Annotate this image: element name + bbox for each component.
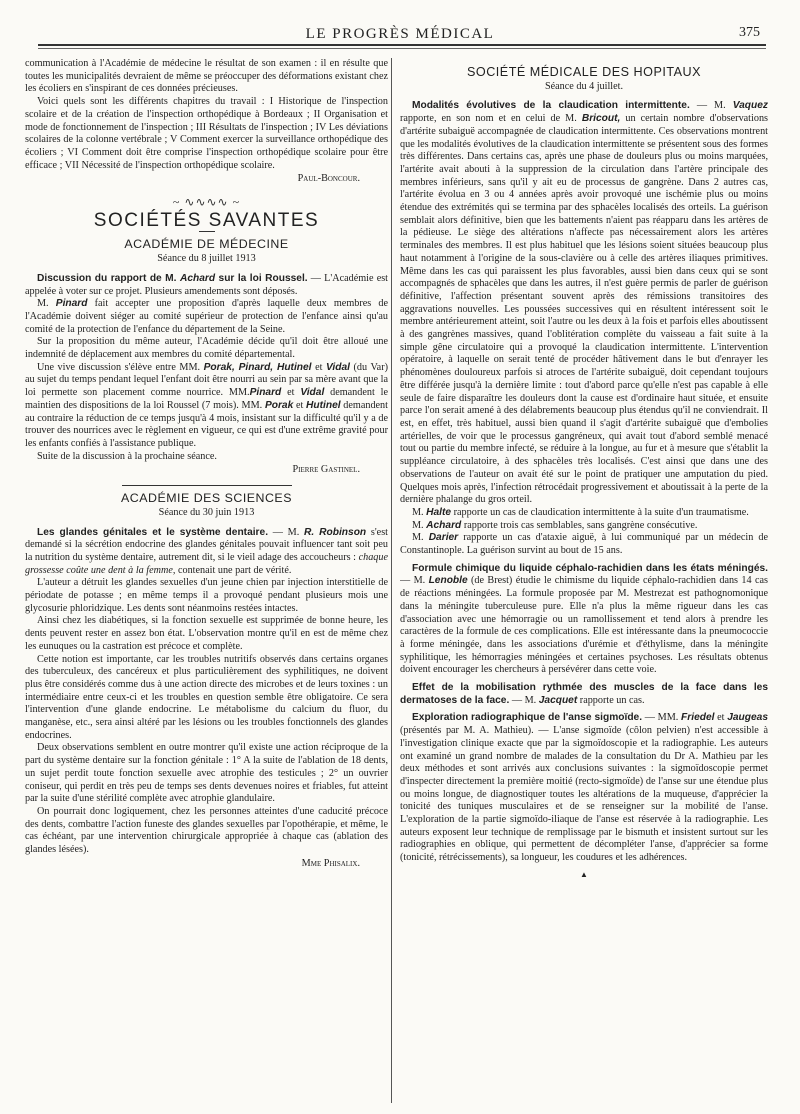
academie-medecine-heading: ACADÉMIE DE MÉDECINE	[124, 237, 289, 252]
acad-sci-paragraph-2: L'auteur a détruit les glandes sexuelles d'un jeune chien par injection interstitielle de périodate de potasse ; en même temps il a provoqué pendant plusieurs mois une glycosurie phloridzique. Les dents sont néanmoins restées intactes.	[25, 577, 388, 614]
acad-med-paragraph-2: M. Pinard fait accepter une proposition d'après laquelle deux membres de l'Académie doivent siéger au comité supérieur de protection de l'enfance ainsi qu'au comité de la protection de l'enfance du département de la Seine.	[25, 298, 388, 335]
acad-sci-paragraph-5: Deux observations semblent en outre montrer qu'il existe une action réciproque de la part du système dentaire sur la fonction génitale : 1° A la suite de l'ablation de 18 dents, un sujet perdit toute fonction sexuelle avec atrophie des testicules ; 2° un ouvrier coniseur, qui perdit en très peu de temps ses dents devenues noires et friables, fut atteint par la suite d'une stérilité complète avec atrophie glandulaire.	[25, 742, 388, 805]
academie-sciences-seance: Séance du 30 juin 1913	[158, 506, 255, 518]
acad-sci-signature: Mme Phisalix.	[301, 857, 360, 869]
intro-paragraph-2: Voici quels sont les différents chapitres du travail : I Historique de l'inspection scolaire et de la création de l'inspection orthopédique à Bordeaux ; II Organisation et mode de fonctionnement de l'inspection ; III Résultats de l'inspection ; IV Les déviations scolaires de la colonne vertébrale ; V Comment exercer la surveillance orthopédique des écoliers ; VI Comment doit être comprise l'inspection orthopédique scolaire pour être efficace ; VII Nécessité de l'inspection orthopédique scolaire.	[25, 96, 388, 171]
acad-med-paragraph-4: Une vive discussion s'élève entre MM. Porak, Pinard, Hutinel et Vidal (du Var) au sujet du temps pendant lequel l'enfant doit être nourri au sein par sa mère avant que la loi permette son placement comme nourrice. MM.Pinard et Vidal demandent le maintien des dispositions de la loi Roussel (7 mois). MM. Porak et Hutinel demandent au contraire la réduction de ce temps jusqu'à 4 mois, insistant sur la difficulté qu'il y a de trouver des nourrices avec le règlement en vigueur, ce qui est d'une extrême gravité pour les enfants confiés à l'assistance publique.	[25, 361, 388, 449]
section-title: SOCIÉTÉS SAVANTES	[93, 209, 320, 231]
hop-block-claudication: Modalités évolutives de la claudication intermittente. — M. Vaquez rapporte, en son nom et en celui de M. Bricout, un certain nombre d'observations d'artérite subaiguë accompagnée de claudication intermittente. Ces observations montrent que les modalités évolutives de la claudication intermittente se présentent sous des formes très différentes. Dans certains cas, après une phase de douleurs plus ou moins marquées, l'artérite avait abouti à la suppression de la circulation dans l'artère principale des membres inférieurs, sans qu'il y ait eu de processus de gangrène. Dans 2 autres cas, l'artérite évolua en 3 ou 4 années après avoir provoqué une ischémie plus ou moins étendue des extrémités qui se termina par des sphacèles localisés des orteils. La guérison semblait alors définitive, bien que les battements n'aient pas réapparu dans les artères de la pédieuse. Le siège des altérations n'affecte pas nécessairement alors les artères terminales des membres. Il est plus habituel que les lésions soient situées beaucoup plus haut notamment à l'origine de la sous-clavière ou à celle des artères iliaques primitives. Même dans les cas qui paraissent les plus favorables, aussi bien dans ceux qui se sont accompagnés de sphacèles que dans les autres, il n'est guère permis de parler de guérison définitive, l'affection présentant souvent après des rémissions transitoires des aggravations nouvelles. Les poussées successives qui en résultent intéressent soit le membre antérieurement atteint, soit l'autre ou les deux à la fois et parfois elles aboutissent à des gangrènes massives, quand l'oblitération complète du vaisseau a fait suite à la simple gêne circulatoire qui a provoqué la claudication intermittente. L'intervention opératoire, à laquelle on serait tenté de procéder hâtivement dans le but d'enrayer les phénomènes douloureux parfois si atroces de l'artérite subaiguë, doit cependant toujours être différée jusqu'à la dernière limite : tout d'abord parce qu'elle n'est pas capable à elle seule de faire disparaître les douleurs dont la cause est d'ordinaire haut située, et ensuite parce l'on serait amené à des délabrements beaucoup plus étendus qu'il ne conviendrait. Il est, en effet, très habituel, aussi bien quand il s'agit d'artérite subaiguë que d'embolies artérielles, de voir que le processus gangréneux, qui avait tout d'abord semblé menacé tout ou partie du membre infecté, se réduire à la longue, au fur et à mesure que s'établit la suppléance circulatoire, à des sphacèles très localisés. C'est ainsi que dans une des observations de l'auteur on avait été sur le point de pratiquer une amputation du pied. Quelques mois après, l'infection rétrocédait progressivement et aboutissait à la perte de la dernière phalange du gros orteil.	[400, 100, 768, 506]
separator-rule	[122, 485, 292, 486]
acad-med-paragraph-1: Discussion du rapport de M. Achard sur la loi Roussel. — L'Académie est appelée à voter sur ce projet. Plusieurs amendements sont déposés.	[25, 272, 388, 297]
academie-medecine-seance: Séance du 8 juillet 1913	[157, 253, 256, 265]
hop-block-sigmoide: Exploration radiographique de l'anse sigmoïde. — MM. Friedel et Jaugeas (présentés par M. A. Mathieu). — L'anse sigmoïde (côlon pelvien) n'est accessible à l'investigation clinique exacte que par la sigmoïdoscopie et la radiographie. Les auteurs ont examiné un grand nombre de malades de la consultation du Dr A. Mathieu par les deux méthodes et sont arrivés aux conclusions suivantes : la sigmoïdoscopie permet d'inspecter directement la première moitié (recto-sigmoïde) de l'anse sur une étendue plus ou moins longue, de diagnostiquer toutes les altérations de la muqueuse, d'apprécier la tonicité des tuniques musculaires et de se renseigner sur la mobilité de l'anse. L'exploration de la partie sigmoïdo-iliaque de l'anse est réservée à la radiographie. Les auteurs exposent leur technique de remplissage par le bismuth et insistent surtout sur les radiographies en oblique, qui permettent de décompléter l'anse, d'apprécier sa forme (tonicité, rétrécissements), sa longueur, les coudures et les adhérences.	[400, 712, 768, 864]
acad-med-signature: Pierre Gastinel.	[292, 464, 360, 476]
hop-block-cephalo: Formule chimique du liquide céphalo-rachidien dans les états méningés. — M. Lenoble (de Brest) étudie le chimisme du liquide céphalo-rachidien dans 14 cas de réactions méningées. La formule proposée par M. Mestrezat est pathognomonique dans la méningite tuberculeuse pure. Elle n'a plus la même rigueur dans les cas d'association avec une hémorragie ou un ramollissement et tend alors à prendre les caractères de la formule de ces complications. Elle est intéressante dans la pneumococcie à forme méningée, dans les associations d'urémie et d'éthylisme, dans la méningite syphilitique, les hémorragies méningées et certaines psychoses. Les résultats obtenus doivent encourager les chercheurs à persévérer dans cette voie.	[400, 562, 768, 676]
header-rule-thin	[38, 48, 766, 49]
societe-hopitaux-seance: Séance du 4 juillet.	[544, 80, 624, 92]
hop-block-halte: M. Halte rapporte un cas de claudication intermittente à la suite d'un traumatisme.	[412, 506, 749, 518]
page-number: 375	[739, 25, 760, 40]
column-divider	[391, 58, 392, 1103]
left-column	[25, 58, 388, 1098]
ornament-divider: ~ ∿∿∿∿ ~	[172, 195, 241, 210]
end-mark-icon: ▲	[580, 869, 588, 879]
hop-block-dermatoses: Effet de la mobilisation rythmée des muscles de la face dans les dermatoses de la face. — M. Jacquet rapporte un cas.	[400, 682, 768, 706]
acad-sci-paragraph-4: Cette notion est importante, car les troubles nutritifs observés dans certains organes des tuberculeux, des cancéreux et plus particulièrement des syphilitiques, ne doivent plus être considérés comme dus à une action directe des microbes et de leurs toxines : un intermédiaire entre ceux-ci et les troubles en question semble être obligatoire. Ce sera l'intervention d'une glande endocrine. Le métabolisme du calcium du fluor, du manganèse, etc., sera ainsi altéré par les lésions ou les troubles fonctionnels des glandes endocrines.	[25, 653, 388, 741]
right-column	[400, 58, 768, 1098]
intro-paragraph-1: communication à l'Académie de médecine le résultat de son examen : il en résulte que toutes les municipalités devraient de même se préoccuper des déformations existant chez les écoliers en s'inspirant de ces données précieuses.	[25, 58, 388, 95]
acad-sci-paragraph-6: On pourrait donc logiquement, chez les personnes atteintes d'une caducité précoce des dents, combattre l'action funeste des glandes sexuelles par l'opothérapie, et même, le cas échéant, par une intervention chirurgicale appropriée à chaque cas (ablation des glandes lésées).	[25, 805, 388, 856]
intro-signature: Paul-Boncour.	[297, 173, 360, 185]
acad-sci-paragraph-1: Les glandes génitales et le système dentaire. — M. R. Robinson s'est demandé si la sécrétion endocrine des glandes génitales pouvait influencer tant soit peu la nutrition du système dentaire, autrement dit, si le vieil adage des accoucheurs : chaque grossesse coûte une dent à la femme, contenait une part de vérité.	[25, 526, 388, 576]
academie-sciences-heading: ACADÉMIE DES SCIENCES	[121, 491, 292, 506]
acad-med-paragraph-5: Suite de la discussion à la prochaine séance.	[37, 450, 217, 462]
hop-block-achard: M. Achard rapporte trois cas semblables, sans gangrène consécutive.	[412, 519, 698, 531]
acad-sci-paragraph-3: Ainsi chez les diabétiques, si la fonction sexuelle est supprimée de bonne heure, les dents peuvent rester en assez bon état. L'observation montre qu'il en est de même chez les eunuques ou la castration est précoce et complète.	[25, 615, 388, 652]
section-rule	[199, 231, 215, 232]
header-rule	[38, 44, 766, 46]
societe-hopitaux-heading: SOCIÉTÉ MÉDICALE DES HOPITAUX	[467, 65, 701, 79]
hop-block-darier: M. Darier rapporte un cas d'ataxie aiguë, à lui communiqué par un médecin de Constantinople. La guérison survint au bout de 15 ans.	[400, 532, 768, 557]
acad-med-paragraph-3: Sur la proposition du même auteur, l'Académie décide qu'il doit être alloué une indemnité de déplacement aux membres du comité départemental.	[25, 336, 388, 361]
running-header-title: LE PROGRÈS MÉDICAL	[305, 26, 495, 42]
